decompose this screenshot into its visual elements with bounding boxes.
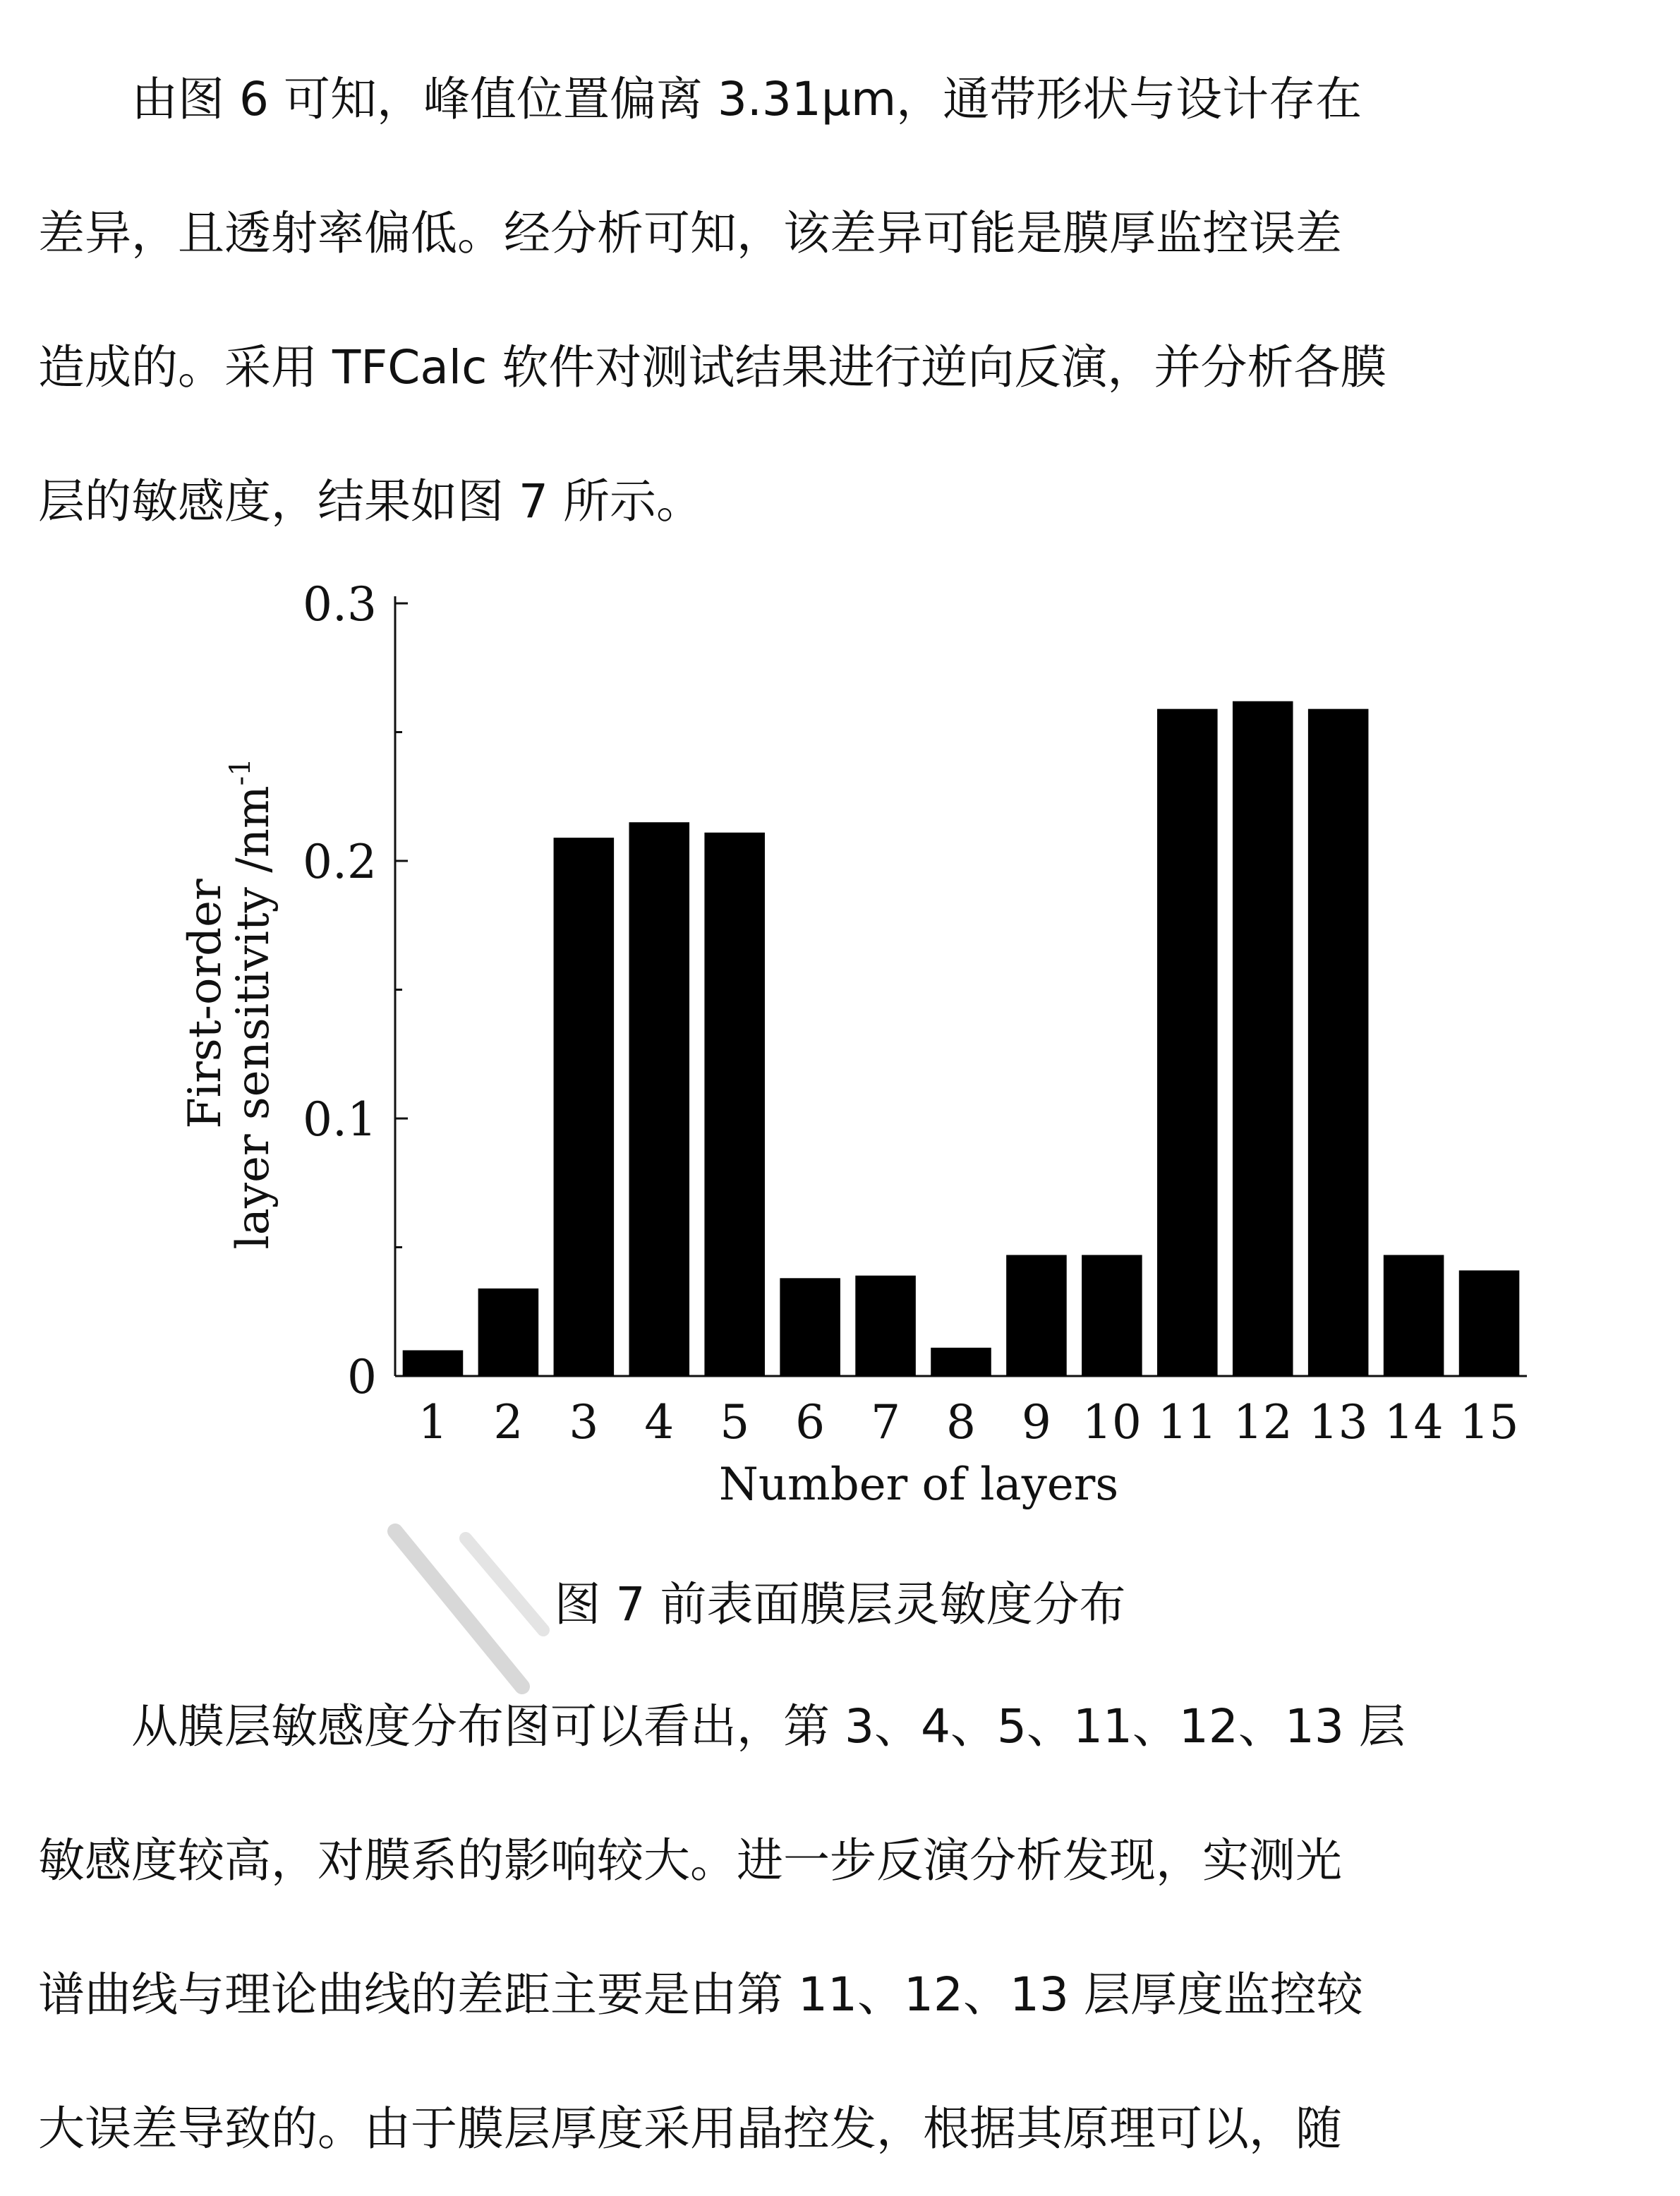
- x-tick-label: 3: [569, 1395, 599, 1449]
- x-tick-label: 15: [1459, 1395, 1519, 1449]
- x-axis-label: Number of layers: [718, 1459, 1119, 1511]
- x-tick-label: 11: [1157, 1395, 1217, 1449]
- paragraph-1-line-2: 差异，且透射率偏低。经分析可知，该差异可能是膜厚监控误差: [38, 206, 1342, 260]
- paragraph-1-line-4: 层的敏感度，结果如图 7 所示。: [38, 474, 703, 529]
- chart-bars: [403, 701, 1520, 1376]
- y-tick-label: 0.2: [303, 835, 377, 889]
- figure-7: [141, 565, 1559, 1524]
- paragraph-2: [38, 1660, 1654, 2196]
- x-tick-label: 8: [946, 1395, 976, 1449]
- bar: [554, 838, 615, 1376]
- x-tick-label: 13: [1308, 1395, 1368, 1449]
- x-tick-label: 14: [1384, 1395, 1444, 1449]
- x-tick-label: 12: [1233, 1395, 1293, 1449]
- bar: [931, 1348, 991, 1376]
- bar: [1157, 709, 1218, 1376]
- paragraph-1-line-1: 由图 6 可知，峰值位置偏离 3.31μm，通带形状与设计存在: [131, 72, 1362, 126]
- y-axis-label-line-1: First-order: [179, 879, 231, 1129]
- y-axis-label-superscript: -1: [224, 758, 257, 786]
- x-tick-label: 2: [493, 1395, 524, 1449]
- x-tick-label: 6: [795, 1395, 826, 1449]
- figure-caption: 图 7 前表面膜层灵敏度分布: [554, 1577, 1126, 1631]
- bar: [478, 1289, 539, 1376]
- paragraph-1: [38, 32, 1654, 569]
- bar: [629, 822, 689, 1376]
- bar: [1233, 701, 1293, 1376]
- x-tick-label: 4: [644, 1395, 675, 1449]
- bar: [1308, 709, 1369, 1376]
- bar-chart: [141, 565, 1559, 1524]
- y-tick-label: 0.1: [303, 1092, 377, 1147]
- bar: [1082, 1255, 1142, 1376]
- y-axis-label-line-2: layer sensitivity $/nm^{-1}$: [224, 758, 279, 1250]
- x-tick-label: 9: [1021, 1395, 1051, 1449]
- y-tick-label: 0: [347, 1350, 377, 1404]
- y-tick-label: 0.3: [303, 577, 377, 632]
- paragraph-1-line-3: 造成的。采用 TFCalc 软件对测试结果进行逆向反演，并分析各膜: [38, 340, 1387, 394]
- x-tick-label: 10: [1082, 1395, 1142, 1449]
- x-tick-label: 7: [871, 1395, 901, 1449]
- paragraph-2-line-1: 从膜层敏感度分布图可以看出，第 3、4、5、11、12、13 层: [131, 1699, 1406, 1754]
- x-tick-label: 1: [418, 1395, 448, 1449]
- bar: [1006, 1255, 1067, 1376]
- x-tick-label: 5: [720, 1395, 750, 1449]
- bar: [780, 1278, 840, 1376]
- paragraph-2-line-2: 敏感度较高，对膜系的影响较大。进一步反演分析发现，实测光: [38, 1833, 1342, 1888]
- paragraph-2-line-3: 谱曲线与理论曲线的差距主要是由第 11、12、13 层厚度监控较: [38, 1967, 1363, 2022]
- bar: [403, 1351, 464, 1377]
- bar: [855, 1276, 916, 1376]
- paragraph-2-line-4: 大误差导致的。由于膜层厚度采用晶控发，根据其原理可以，随: [38, 2101, 1342, 2156]
- bar: [1459, 1270, 1520, 1376]
- bar: [704, 833, 765, 1376]
- bar: [1384, 1255, 1444, 1376]
